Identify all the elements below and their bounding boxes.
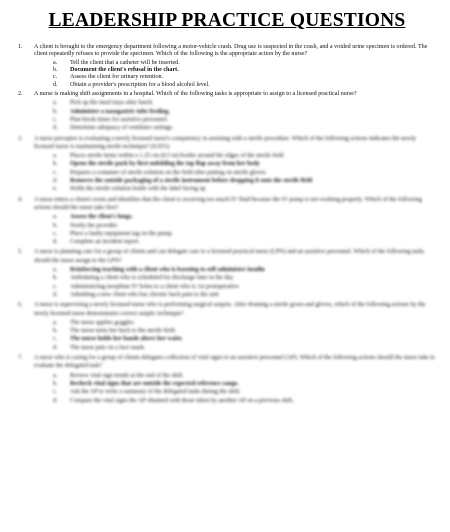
option-text: Holds the sterile solution bottle with the label facing up — [70, 186, 206, 193]
option-text: Opens the sterile pack by first unfolding the top flap away from her body — [70, 161, 260, 168]
option-text: Prepares a container of sterile solution on the field after putting on sterile gloves — [70, 169, 266, 176]
option-letter: e. — [53, 186, 58, 193]
option — [53, 291, 436, 299]
option-text: Ask the AP to write a summary of the delegated tasks during the shift. — [70, 389, 241, 396]
option-answer — [53, 266, 436, 274]
option-text: Plan break times for assistive personnel. — [70, 117, 169, 123]
option — [53, 372, 436, 380]
option-text: Tell the client that a catheter will be inserted. — [70, 59, 180, 66]
option-letter: d. — [53, 125, 58, 132]
option — [53, 327, 436, 335]
option — [53, 116, 436, 124]
question-number: 7. — [18, 355, 23, 362]
option-text: Complete an incident report. — [70, 239, 140, 246]
option-text: Ambulating a client who is scheduled for discharge later in the day — [70, 275, 234, 282]
question-text: A nurse enters a client's room and identifies that the client is receiving too much IV fluid because the IV pump is not working properly. Which of the following actions should the nurse take first? — [34, 196, 422, 211]
option-letter: d. — [53, 178, 58, 185]
option-answer — [53, 380, 436, 388]
option-letter: b. — [53, 380, 58, 387]
option-text: The nurse holds her hands above her waist. — [70, 336, 183, 343]
question-6 — [18, 301, 436, 318]
question-text: A nurse is planning care for a group of clients and can delegate care to a licensed practical nurse (LPN) and an assistive personnel. Which of the following tasks should the nurse assign to the LPN? — [34, 249, 425, 264]
option-text: Removes the outside packaging of a sterile instrument before dropping it onto the sterile field — [70, 178, 313, 185]
question-number: 6. — [18, 302, 23, 309]
question-7 — [18, 354, 436, 371]
question-text: A nurse is making shift assignments in a hospital. Which of the following tasks is appropriate to assign to a licensed practical nurse? — [34, 91, 357, 97]
option-letter: a. — [53, 319, 58, 326]
question-text: A nurse is supervising a newly licensed nurse who is performing surgical asepsis. After donning a sterile gown and gloves, which of the following actions by the newly licensed nurse demonstrates correct aseptic technique? — [34, 302, 426, 317]
option-text: Assess the client for urinary retention. — [70, 74, 164, 81]
option-letter: a. — [53, 153, 58, 160]
option-letter: c. — [53, 336, 58, 343]
option-text: Review vital sign trends at the end of the shift. — [70, 372, 184, 379]
option — [53, 388, 436, 396]
question-number: 4. — [18, 196, 23, 203]
option-text: Administering morphine IV bolus to a client who is 1st postoperative — [70, 283, 239, 290]
question-text: A nurse who is caring for a group of clients delegates collection of vital signs to an assistive personnel (AP). Which of the following actions should the nurse take to evaluate the delegated task? — [34, 355, 435, 370]
option-text: Reinforcing teaching with a client who is learning to self-administer insulin — [70, 267, 265, 274]
option — [53, 185, 436, 193]
option-answer — [53, 177, 436, 185]
option-text: The nurse puts on a face mask. — [70, 344, 146, 351]
option-letter: b. — [53, 328, 58, 335]
option-text: The nurse turns her back to the sterile field. — [70, 328, 177, 335]
option-text: Determine adequacy of ventilator settings. — [70, 125, 174, 132]
option-letter: c. — [53, 117, 58, 123]
blurred-section — [18, 99, 436, 404]
question-1 — [18, 44, 436, 59]
option — [53, 319, 436, 327]
option-text: The nurse applies goggles. — [70, 319, 135, 326]
option-letter: a. — [53, 59, 58, 66]
option-text: Place a faulty equipment tag on the pump. — [70, 230, 173, 237]
option-text: Obtain a provider's prescription for a blood alcohol level. — [70, 81, 210, 88]
question-4 — [18, 196, 436, 213]
question-5-options — [53, 266, 436, 299]
option — [53, 74, 436, 81]
question-number: 2. — [18, 91, 23, 97]
option-letter: a. — [53, 100, 58, 107]
option-letter: c. — [53, 74, 58, 81]
option — [53, 99, 436, 107]
option-letter: b. — [53, 275, 58, 282]
question-text: A client is brought to the emergency department following a motor-vehicle crash. Drug use is suspected in the crash, and a voided urine specimen is ordered. The client repeatedly refuses to provide the specimen. Which of the following is the appropriate action by the nurse? — [34, 44, 428, 58]
option-letter: c. — [53, 283, 58, 290]
option-letter: a. — [53, 372, 58, 379]
option-text: Places sterile items within a 1.25 cm (0.5 in) border around the edges of the sterile field — [70, 153, 284, 160]
question-text: A nurse preceptor is evaluating a newly licensed nurse's competency in assisting with a sterile procedure. Which of the following actions indicates the newly licensed nurse is maintaining sterile technique? (SATA) — [34, 135, 417, 150]
option-text: Notify the provider. — [70, 222, 119, 229]
option — [53, 344, 436, 352]
option — [53, 397, 436, 405]
question-7-options — [53, 372, 436, 405]
option — [53, 274, 436, 282]
option-letter: b. — [53, 161, 58, 168]
option-letter: c. — [53, 169, 58, 176]
option-letter: b. — [53, 108, 58, 115]
option — [53, 152, 436, 160]
option-text: Recheck vital signs that are outside the expected reference range. — [70, 380, 239, 387]
option-letter: d. — [53, 397, 58, 404]
option — [53, 222, 436, 230]
option-letter: d. — [53, 239, 58, 246]
question-6-options — [53, 319, 436, 352]
option-text: Pick up the meal trays after lunch. — [70, 100, 154, 107]
option — [53, 238, 436, 246]
option-letter: c. — [53, 230, 58, 237]
question-3-options — [53, 152, 436, 193]
option-letter: d. — [53, 291, 58, 298]
question-number: 3. — [18, 135, 23, 142]
option — [53, 82, 436, 89]
option — [53, 230, 436, 238]
option-letter: a. — [53, 214, 58, 221]
option — [53, 60, 436, 67]
question-3 — [18, 135, 436, 152]
question-5 — [18, 248, 436, 265]
option-text: Admitting a new client who has chronic back pain to the unit — [70, 291, 219, 298]
question-2 — [18, 91, 436, 98]
option-letter: d. — [53, 81, 58, 88]
option-answer — [53, 335, 436, 343]
option — [53, 124, 436, 132]
option-text: Assess the client's lungs. — [70, 214, 133, 221]
option-letter: d. — [53, 344, 58, 351]
option — [53, 169, 436, 177]
option-letter: b. — [53, 67, 58, 74]
question-4-options — [53, 213, 436, 246]
document-title: LEADERSHIP PRACTICE QUESTIONS — [48, 10, 406, 31]
clear-section — [18, 44, 436, 98]
option-text: Document the client's refusal in the chart. — [70, 67, 179, 74]
question-number: 1. — [18, 44, 23, 50]
option-answer — [53, 213, 436, 221]
question-2-options — [53, 99, 436, 132]
question-number: 5. — [18, 249, 23, 256]
option-letter: b. — [53, 222, 58, 229]
option-letter: a. — [53, 267, 58, 274]
option-letter: c. — [53, 389, 58, 396]
option-answer — [53, 108, 436, 116]
question-1-options — [53, 60, 436, 89]
option-text: Administer a nasogastric tube feeding. — [70, 108, 170, 115]
option-text: Compare the vital signs the AP obtained with those taken by another AP on a previous shift. — [70, 397, 294, 404]
option-answer — [53, 160, 436, 168]
option — [53, 283, 436, 291]
